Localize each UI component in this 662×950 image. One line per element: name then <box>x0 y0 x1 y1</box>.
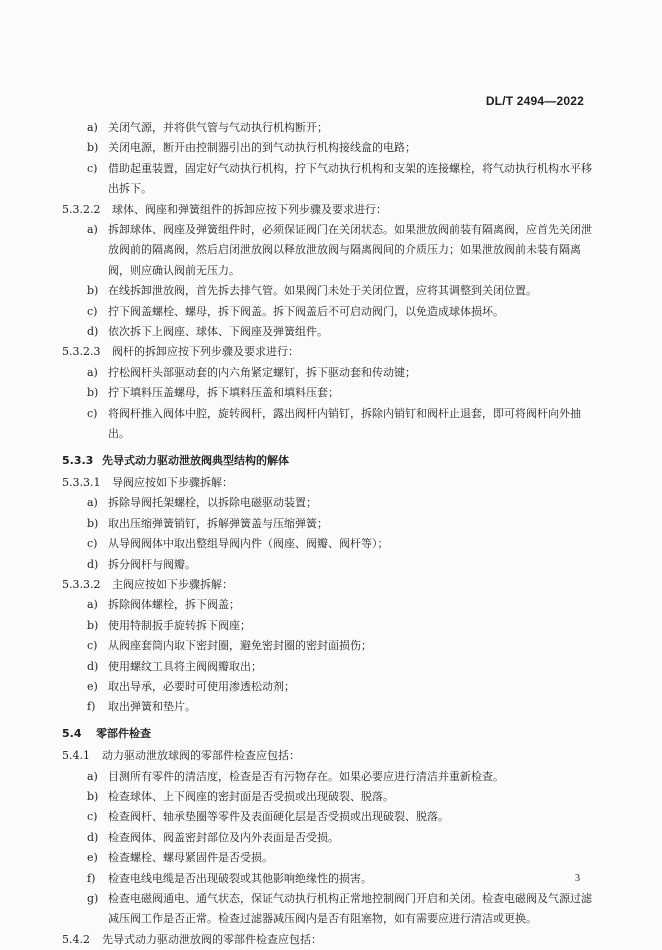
list-item: g) 检查电磁阀通电、通气状态，保证气动执行机构正常地控制阀门开启和关闭。检查电磁阀及气源过滤减压阀工作是否正常。检查过滤器减压阀内是否有阻塞物，如有需要应进行清洁或更换。 <box>87 892 592 926</box>
list-item: e) 取出导承，必要时可使用渗透松动剂； <box>87 679 295 693</box>
page-number: 3 <box>575 873 580 884</box>
list-item: b) 检查球体、上下阀座的密封面是否受损或出现破裂、脱落。 <box>87 790 394 803</box>
clause-5-4-2: 5.4.2 先导式动力驱动泄放阀的零部件检查应包括： <box>62 932 322 946</box>
list-item: f) 检查电线电缆是否出现破裂或其他影响绝缘性的损害。 <box>87 871 372 885</box>
page-body <box>62 118 592 950</box>
section-heading-5-4: 5.4 零部件检查 <box>62 726 151 740</box>
standard-number: DL/T 2494—2022 <box>485 94 584 108</box>
list-item: b) 在线拆卸泄放阀，首先拆去排气管。如果阀门未处于关闭位置，应将其调整到关闭位置。 <box>87 284 537 298</box>
list-item: a) 拆卸球体、阀座及弹簧组件时，必须保证阀门在关闭状态。如果泄放阀前装有隔离阀，应首先关闭泄放阀前的隔离阀，然后启闭泄放阀以释放泄放阀与隔离阀间的介质压力；如果泄放阀前未装有隔离阀，则应确认阀前无压力。 <box>87 223 592 277</box>
list-item: a) 目测所有零件的清洁度，检查是否有污物存在。如果必要应进行清洁并重新检查。 <box>87 769 504 783</box>
list-item: d) 拆分阀杆与阀瓣。 <box>87 557 196 571</box>
clause-5-3-2-2: 5.3.2.2 球体、阀座和弹簧组件的拆卸应按下列步骤及要求进行： <box>62 202 387 216</box>
list-item: a) 拆除阀体螺栓，拆下阀盖； <box>87 598 240 612</box>
section-heading-5-3-3: 5.3.3 先导式动力驱动泄放阀典型结构的解体 <box>62 453 289 467</box>
list-item: b) 关闭电源，断开由控制器引出的到气动执行机构接线盒的电路； <box>87 141 416 155</box>
list-item: a) 拧松阀杆头部驱动套的内六角紧定螺钉，拆下驱动套和传动键； <box>87 365 416 379</box>
clause-5-3-2-3: 5.3.2.3 阀杆的拆卸应按下列步骤及要求进行： <box>62 345 299 359</box>
list-item: e) 检查螺栓、螺母紧固件是否受损。 <box>87 851 273 865</box>
list-item: c) 拧下阀盖螺栓、螺母，拆下阀盖。拆下阀盖后不可启动阀门，以免造成球体损坏。 <box>87 304 504 318</box>
clause-5-4-1: 5.4.1 动力驱动泄放球阀的零部件检查应包括： <box>62 749 300 763</box>
list-item: f) 取出弹簧和垫片。 <box>87 700 196 714</box>
list-item: c) 检查阀杆、轴承垫圈等零件及表面硬化层是否受损或出现破裂、脱落。 <box>87 810 449 824</box>
list-item: c) 将阀杆推入阀体中腔，旋转阀杆，露出阀杆内销钉，拆除内销钉和阀杆止退套，即可将阀杆向外抽出。 <box>87 406 581 441</box>
clause-5-3-3-1: 5.3.3.1 导阀应按如下步骤拆解： <box>62 475 233 489</box>
list-item: d) 依次拆下上阀座、球体、下阀座及弹簧组件。 <box>87 325 328 339</box>
clause-5-3-3-2: 5.3.3.2 主阀应按如下步骤拆解： <box>62 577 233 591</box>
list-item: d) 使用螺纹工具将主阀阀瓣取出； <box>87 659 262 673</box>
list-item: b) 取出压缩弹簧销钉，拆解弹簧盖与压缩弹簧； <box>87 516 328 530</box>
list-item: a) 拆除导阀托架螺栓，以拆除电磁驱动装置； <box>87 496 317 510</box>
list-item: c) 借助起重装置，固定好气动执行机构，拧下气动执行机构和支架的连接螺栓，将气动执行机构水平移出拆下。 <box>87 161 592 196</box>
list-item: d) 检查阀体、阀盖密封部位及内外表面是否受损。 <box>87 830 339 844</box>
list-item: b) 使用特制扳手旋转拆下阀座； <box>87 618 251 632</box>
list-item: b) 拧下填料压盖螺母，拆下填料压盖和填料压套； <box>87 386 339 400</box>
list-item: a) 关闭气源，并将供气管与气动执行机构断开； <box>87 121 328 134</box>
list-item: c) 从导阀阀体中取出整组导阀内件（阀座、阀瓣、阀杆等）； <box>87 537 389 551</box>
list-item: c) 从阀座套筒内取下密封圈，避免密封圈的密封面损伤； <box>87 639 372 653</box>
